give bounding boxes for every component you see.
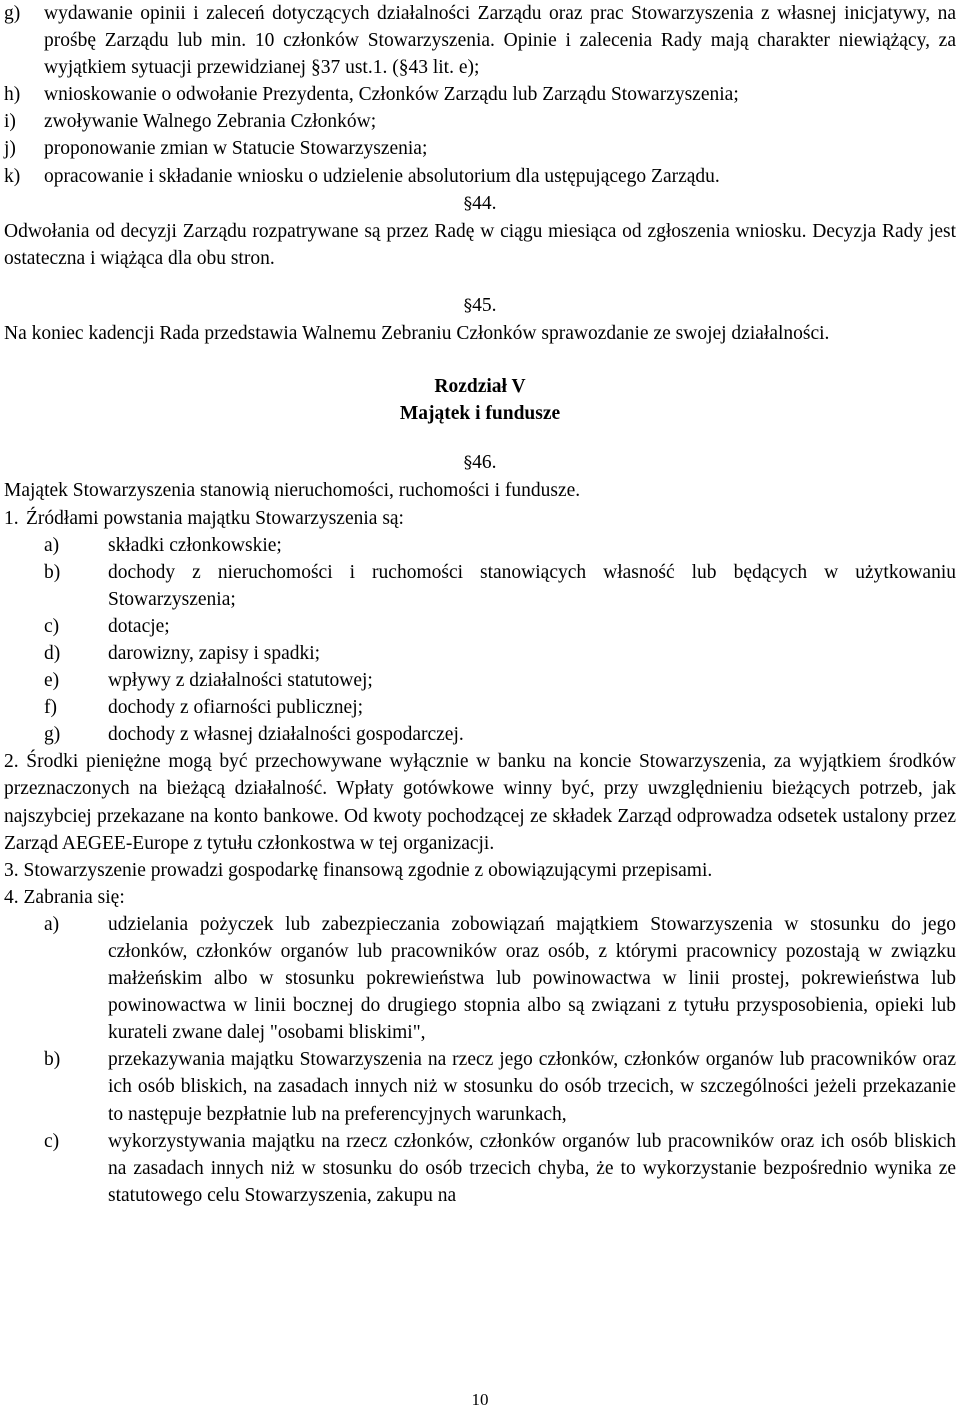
list-item-text: wpływy z działalności statutowej; — [108, 670, 373, 692]
list-item-text: wykorzystywania majątku na rzecz członków, członków organów lub pracowników oraz ich osób bliskich na zasadach innych niż w stosunku do osób trzecich chyba, że to wykorzystanie bezpośrednio wynika ze statutowego celu Stowarzyszenia, zakupu na — [108, 1130, 956, 1206]
list-item-text: darowizny, zapisy i spadki; — [108, 642, 321, 664]
list-item-label: j) — [4, 138, 16, 160]
list-item-label: d) — [44, 642, 61, 664]
list-item-label: g) — [44, 724, 61, 746]
list-item-text: opracowanie i składanie wniosku o udzielenie absolutorium dla ustępującego Zarządu. — [44, 165, 720, 187]
list-item — [44, 721, 956, 748]
list-item — [4, 135, 956, 162]
paragraph-text: Źródłami powstania majątku Stowarzyszenia są: — [26, 507, 404, 529]
section-symbol: § — [463, 295, 473, 316]
list-item-text: proponowanie zmian w Statucie Stowarzyszenia; — [44, 138, 428, 160]
chapter-title: Rozdział V — [434, 376, 526, 398]
paragraph-4: 4. Zabrania się: — [4, 886, 125, 908]
section-number: 46. — [472, 452, 497, 474]
list-item-label: e) — [44, 670, 60, 692]
list-item — [44, 613, 956, 640]
list-item-text: dochody z własnej działalności gospodarczej. — [108, 724, 464, 746]
list-item-label: c) — [44, 1130, 60, 1152]
list-item-text: wydawanie opinii i zaleceń dotyczących działalności Zarządu oraz prac Stowarzyszenia z własnej inicjatywy, na prośbę Zarządu lub min. 10 członków Stowarzyszenia. Opinie i zalecenia Rady mają charakter niewiążący, za wyjątkiem sytuacji przewidzianej §37 ust.1. (§43 lit. e); — [44, 3, 956, 79]
list-item — [44, 1046, 956, 1127]
list-item — [44, 694, 956, 721]
list-item — [4, 163, 956, 190]
list-item-text: składki członkowskie; — [108, 534, 282, 556]
section-symbol: § — [463, 193, 473, 214]
section-heading-45 — [4, 292, 956, 320]
section-44-text: Odwołania od decyzji Zarządu rozpatrywane są przez Radę w ciągu miesiąca od zgłoszenia wniosku. Decyzja Rady jest ostateczna i wiążąca dla obu stron. — [4, 220, 956, 269]
section-number: 45. — [472, 294, 497, 316]
paragraph-2: 2. Środki pieniężne mogą być przechowywane wyłącznie w banku na koncie Stowarzyszenia, za wyjątkiem środków przeznaczonych na bieżącą działalność. Wpłaty gotówkowe winny być, przy uwzględnieniu bieżących potrzeb, jak najszybciej przekazane na konto bankowe. Od kwoty pochodzącej ze składek Zarząd odprowadza odsetek ustalony przez Zarząd AEGEE-Europe z tytułu członkostwa w tej organizacji. — [4, 751, 956, 854]
list-item — [44, 532, 956, 559]
page-number: 10 — [471, 1390, 489, 1409]
list-item — [44, 1128, 956, 1209]
list-item-text: dotacje; — [108, 615, 170, 637]
section-45-text: Na koniec kadencji Rada przedstawia Walnemu Zebraniu Członków sprawozdanie ze swojej działalności. — [4, 323, 830, 345]
list-item-text: zwoływanie Walnego Zebrania Członków; — [44, 111, 377, 133]
list-item — [44, 640, 956, 667]
list-item-text: dochody z nieruchomości i ruchomości stanowiących własność lub będących w użytkowaniu Stowarzyszenia; — [108, 561, 956, 610]
list-item — [4, 0, 956, 81]
list-item-text: przekazywania majątku Stowarzyszenia na rzecz jego członków, członków organów lub pracowników oraz ich osób bliskich, na zasadach innych niż w stosunku do osób trzecich, w szczególności jeżeli przekazanie to następuje bezpłatnie lub na preferencyjnych warunkach, — [108, 1049, 956, 1125]
list-item — [44, 667, 956, 694]
list-item-label: f) — [44, 697, 57, 719]
list-item-label: i) — [4, 111, 16, 133]
section-46-intro: Majątek Stowarzyszenia stanowią nieruchomości, ruchomości i fundusze. — [4, 480, 581, 502]
list-item-label: b) — [44, 561, 61, 583]
list-top — [4, 0, 956, 190]
section-number: 44. — [472, 192, 497, 214]
list-item — [4, 81, 956, 108]
prohibitions-list — [4, 911, 956, 1209]
list-item-label: b) — [44, 1049, 61, 1071]
list-item-label: c) — [44, 615, 60, 637]
list-item-label: a) — [44, 913, 60, 935]
section-heading-46 — [4, 449, 956, 477]
list-item-label: k) — [4, 165, 21, 187]
list-item-text: udzielania pożyczek lub zabezpieczania zobowiązań majątkiem Stowarzyszenia w stosunku do jego członków, członków organów lub pracowników oraz osób, z którymi pracownicy pozostają w związku małżeńskim albo w stosunku pokrewieństwa lub powinowactwa w linii prostej, pokrewieństwa lub powinowactwa w linii bocznej do drugiego stopnia albo są związani z tytułu przysposobienia, opieki lub kurateli zwane dalej "osobami bliskimi", — [108, 913, 956, 1044]
list-item-label: a) — [44, 534, 60, 556]
section-symbol: § — [463, 453, 473, 474]
paragraph-1 — [4, 505, 956, 532]
list-item — [4, 108, 956, 135]
list-item — [44, 911, 956, 1046]
list-item-text: wnioskowanie o odwołanie Prezydenta, Członków Zarządu lub Zarządu Stowarzyszenia; — [44, 84, 739, 106]
chapter-subtitle: Majątek i fundusze — [399, 403, 561, 425]
paragraph-3: 3. Stowarzyszenie prowadzi gospodarkę finansową zgodnie z obowiązującymi przepisami. — [4, 859, 713, 881]
paragraph-label: 1. — [4, 507, 19, 529]
list-item-label: g) — [4, 3, 21, 24]
sources-list — [4, 532, 956, 749]
list-item — [44, 559, 956, 613]
document-page — [4, 0, 956, 1209]
list-item-text: dochody z ofiarności publicznej; — [108, 697, 364, 719]
section-heading-44 — [4, 190, 956, 218]
list-item-label: h) — [4, 84, 21, 106]
